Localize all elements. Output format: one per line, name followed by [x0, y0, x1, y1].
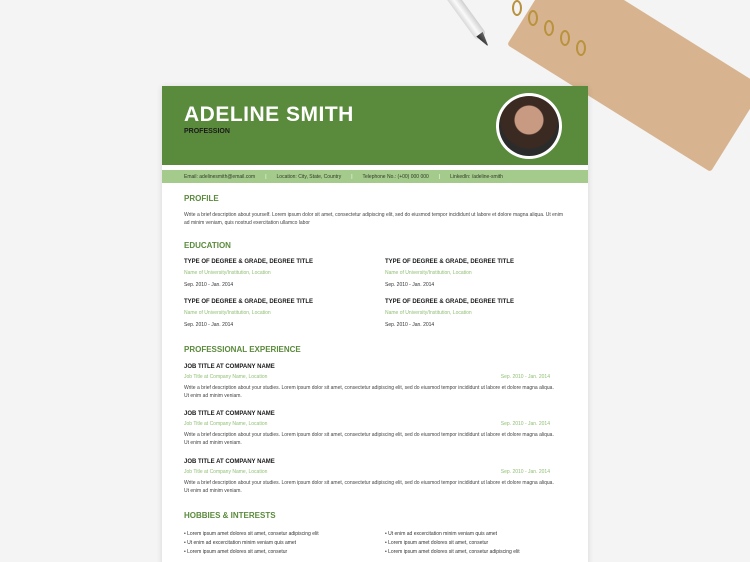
job-title: JOB TITLE AT COMPANY NAME [184, 364, 275, 370]
degree-title: TYPE OF DEGREE & GRADE, DEGREE TITLE [385, 299, 515, 305]
education-item [184, 299, 374, 328]
institution: Name of University/Institution, Location [385, 310, 472, 316]
education-dates: Sep. 2010 - Jan. 2014 [385, 322, 435, 328]
education-dates: Sep. 2010 - Jan. 2014 [184, 322, 234, 328]
job-subtitle: Job Title at Company Name, Location [184, 374, 268, 380]
job-dates: Sep. 2010 - Jan. 2014 [500, 469, 550, 475]
profile-heading: PROFILE [184, 194, 219, 203]
pen-decoration [418, 0, 502, 59]
hobbies-heading: HOBBIES & INTERESTS [184, 511, 276, 520]
job-subtitle: Job Title at Company Name, Location [184, 421, 268, 427]
education-dates: Sep. 2010 - Jan. 2014 [385, 282, 435, 288]
resume-header [162, 86, 588, 165]
education-item [184, 259, 374, 288]
notebook-coil [528, 10, 538, 26]
job-title: JOB TITLE AT COMPANY NAME [184, 459, 275, 465]
job-entry [184, 459, 554, 495]
job-entry [184, 364, 554, 400]
divider: | [351, 173, 353, 180]
education-item [385, 259, 575, 288]
notebook-coil [512, 0, 522, 16]
degree-title: TYPE OF DEGREE & GRADE, DEGREE TITLE [385, 259, 515, 265]
hobby-item: • Lorem ipsum amet dolores sit amet, consetur adipiscing elit [184, 531, 319, 537]
profile-text: Write a brief description about yourself. Lorem ipsum dolor sit amet, consectetur adipiscing elit, sed do eiusmod tempor incididunt ut labore et dolore magna aliqua. Ut enim ad minim veniam, quis nostrud exercitation ullamco labor [184, 212, 563, 226]
hobby-item: • Ut enim ad excercitation minim veniam quis amet [385, 531, 498, 537]
divider: | [438, 173, 441, 180]
contact-phone: Telephone No.: (+00) 000 000 [362, 173, 429, 180]
divider: | [265, 173, 267, 180]
education-item [385, 299, 575, 328]
hobby-item: • Lorem ipsum amet dolores sit amet, consetur [184, 549, 288, 555]
education-dates: Sep. 2010 - Jan. 2014 [184, 282, 234, 288]
contact-linkedin: LinkedIn: /adeline-smith [450, 173, 503, 180]
hobby-item: • Lorem ipsum amet dolores sit amet, consetur adipiscing elit [385, 549, 520, 555]
hobby-item: • Ut enim ad excercitation minim veniam quis amet [184, 540, 297, 546]
degree-title: TYPE OF DEGREE & GRADE, DEGREE TITLE [184, 299, 314, 305]
hobbies-list-right [385, 530, 520, 557]
job-description: Write a brief description about your studies. Lorem ipsum dolor sit amet, consectetur adipiscing elit, sed do eiusmod tempor incididunt ut labore et dolore magna aliqua. Ut enim ad minim veniam. [184, 432, 554, 446]
hobbies-list-left [184, 530, 319, 557]
resume-profession: PROFESSION [184, 128, 230, 135]
job-description: Write a brief description about your studies. Lorem ipsum dolor sit amet, consectetur adipiscing elit, sed do eiusmod tempor incididunt ut labore et dolore magna aliqua. Ut enim ad minim veniam. [184, 385, 554, 399]
institution: Name of University/Institution, Location [385, 270, 472, 276]
notebook-coil [560, 30, 570, 46]
job-description: Write a brief description about your studies. Lorem ipsum dolor sit amet, consectetur adipiscing elit, sed do eiusmod tempor incididunt ut labore et dolore magna aliqua. Ut enim ad minim veniam. [184, 480, 554, 494]
institution: Name of University/Institution, Location [184, 310, 271, 316]
hobby-item: • Lorem ipsum amet dolores sit amet, consetur [385, 540, 489, 546]
job-title: JOB TITLE AT COMPANY NAME [184, 411, 275, 417]
contact-email: Email: adelinesmith@email.com [184, 173, 256, 180]
contact-bar [162, 170, 588, 183]
resume-page [162, 86, 588, 562]
resume-name: ADELINE SMITH [184, 103, 354, 126]
job-subtitle: Job Title at Company Name, Location [184, 469, 268, 475]
job-dates: Sep. 2010 - Jan. 2014 [500, 421, 550, 427]
education-heading: EDUCATION [184, 241, 231, 250]
notebook-coil [576, 40, 586, 56]
job-entry [184, 411, 554, 447]
notebook-coil [544, 20, 554, 36]
degree-title: TYPE OF DEGREE & GRADE, DEGREE TITLE [184, 259, 314, 265]
experience-heading: PROFESSIONAL EXPERIENCE [184, 345, 301, 354]
contact-location: Location: City, State, Country [276, 173, 342, 180]
institution: Name of University/Institution, Location [184, 270, 271, 276]
profile-photo [496, 93, 562, 159]
job-dates: Sep. 2010 - Jan. 2014 [500, 374, 550, 380]
